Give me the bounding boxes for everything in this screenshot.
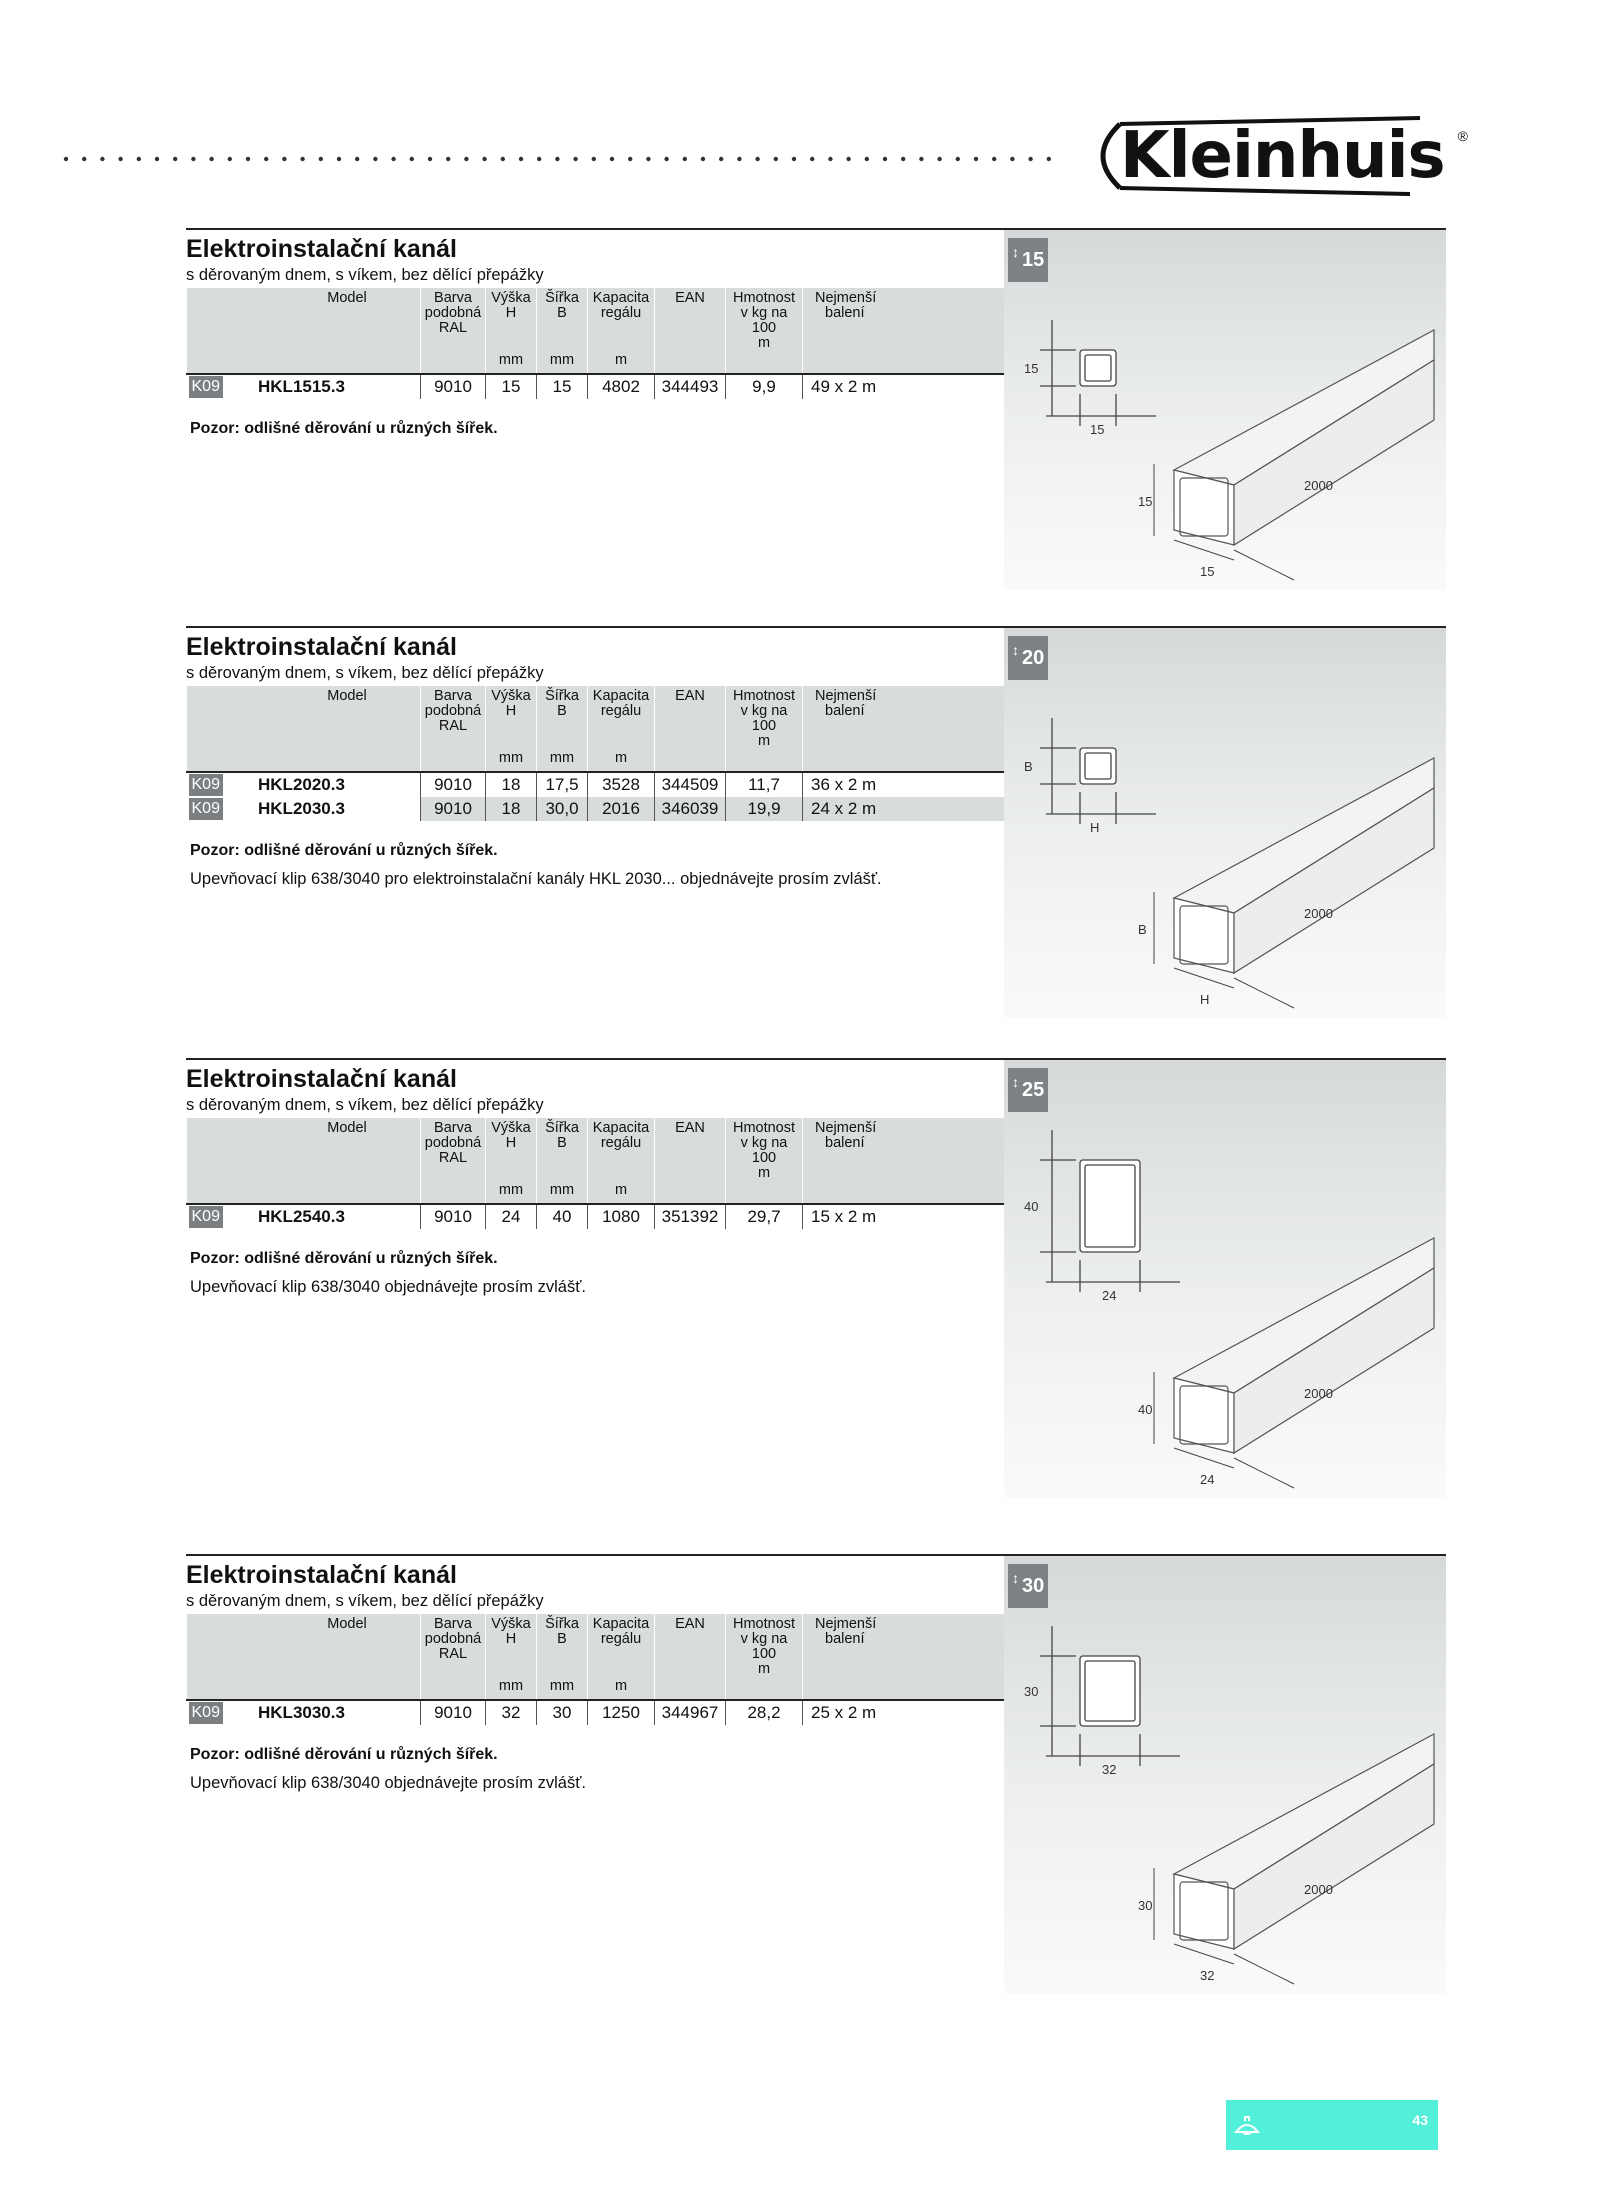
cell-hmotnost: 19,9 <box>726 797 803 821</box>
rule-dot <box>300 157 304 161</box>
rule-dot <box>774 157 778 161</box>
rule-dot <box>64 157 68 161</box>
cell-sirka: 40 <box>537 1204 588 1229</box>
cell-ean: 344967 <box>655 1700 726 1725</box>
col-kapacita: Kapacita regálu <box>588 288 655 351</box>
col-model: Model <box>187 1614 421 1677</box>
category-badge: K09 <box>187 772 255 797</box>
rule-dot <box>974 157 978 161</box>
unit-sirka: mm <box>537 1181 588 1204</box>
dim-line <box>1234 978 1294 1008</box>
iso-width-label: 24 <box>1200 1472 1215 1487</box>
model-code: HKL2030.3 <box>254 797 421 821</box>
cell-ean: 344493 <box>655 374 726 399</box>
unit-blank <box>655 351 726 374</box>
unit-kapacita: m <box>588 351 655 374</box>
height-arrow-icon: ↕ <box>1012 1570 1019 1586</box>
bell-icon <box>1232 2114 1262 2136</box>
rule-dot <box>537 157 541 161</box>
rule-dot <box>100 157 104 161</box>
rule-dot <box>592 157 596 161</box>
unit-blank <box>421 1677 486 1700</box>
size-badge: ↕ 15 <box>1008 238 1048 282</box>
col-ean: EAN <box>655 1614 726 1677</box>
cell-hmotnost: 9,9 <box>726 374 803 399</box>
rule-dot <box>446 157 450 161</box>
model-code: HKL3030.3 <box>258 1703 345 1722</box>
col-kapacita: Kapacita regálu <box>588 1614 655 1677</box>
rule-dot <box>901 157 905 161</box>
rule-dot <box>792 157 796 161</box>
iso-height-label: 30 <box>1138 1898 1153 1913</box>
front-height-label: 30 <box>1024 1684 1039 1699</box>
rule-dot <box>956 157 960 161</box>
col-vyska: Výška H <box>486 1118 537 1181</box>
unit-kapacita: m <box>588 1677 655 1700</box>
cell-sirka: 15 <box>537 374 588 399</box>
cell-barva: 9010 <box>421 797 486 821</box>
unit-sirka: mm <box>537 749 588 772</box>
col-ean: EAN <box>655 686 726 749</box>
cell-sirka: 17,5 <box>537 772 588 797</box>
rule-dot <box>683 157 687 161</box>
cell-ean: 346039 <box>655 797 726 821</box>
cell-hmotnost: 28,2 <box>726 1700 803 1725</box>
front-width-label: 15 <box>1090 422 1105 437</box>
iso-height-label: 15 <box>1138 494 1153 509</box>
brand-reg: ® <box>1457 128 1468 144</box>
cell-kapacita: 1080 <box>588 1204 655 1229</box>
channel-drawing <box>1004 230 1446 590</box>
warning-note: Pozor: odlišné děrování u různých šířek. <box>190 420 498 437</box>
unit-vyska: mm <box>486 1181 537 1204</box>
iso-width-label: H <box>1200 992 1210 1007</box>
rule-dot <box>555 157 559 161</box>
category-badge: K09 <box>187 374 255 399</box>
table-row <box>187 374 1069 399</box>
front-width-label: 32 <box>1102 1762 1117 1777</box>
product-drawing-panel <box>1004 628 1446 1018</box>
model-code: HKL2540.3 <box>258 1207 345 1226</box>
spec-table <box>186 1118 1068 1229</box>
product-drawing-panel <box>1004 1060 1446 1498</box>
section-title: Elektroinstalační kanál <box>186 235 457 263</box>
cell-kapacita: 2016 <box>588 797 655 821</box>
spec-table <box>186 288 1068 399</box>
col-barva: Barva podobná RAL <box>421 1118 486 1181</box>
col-hmotnost: Hmotnost v kg na 100 m <box>726 1614 803 1677</box>
table-row <box>187 1204 1069 1229</box>
section-subtitle: s děrovaným dnem, s víkem, bez dělící přepážky <box>186 266 544 284</box>
section-title: Elektroinstalační kanál <box>186 1561 457 1589</box>
unit-blank <box>187 351 421 374</box>
unit-sirka: mm <box>537 351 588 374</box>
channel-drawing <box>1004 628 1446 1018</box>
height-arrow-icon: ↕ <box>1012 642 1019 658</box>
col-model: Model <box>187 1118 421 1181</box>
rule-dot <box>173 157 177 161</box>
category-badge: K09 <box>187 797 255 821</box>
rule-dot <box>664 157 668 161</box>
product-drawing-panel <box>1004 1556 1446 1994</box>
front-height-label: B <box>1024 759 1033 774</box>
rule-dot <box>628 157 632 161</box>
rule-dot <box>137 157 141 161</box>
cell-sirka: 30 <box>537 1700 588 1725</box>
unit-vyska: mm <box>486 749 537 772</box>
length-label: 2000 <box>1304 478 1333 493</box>
rule-dot <box>391 157 395 161</box>
col-barva: Barva podobná RAL <box>421 1614 486 1677</box>
product-section <box>186 626 1446 1018</box>
product-section <box>186 1554 1446 1994</box>
unit-vyska: mm <box>486 351 537 374</box>
rule-dot <box>464 157 468 161</box>
unit-blank <box>726 1677 803 1700</box>
section-subtitle: s děrovaným dnem, s víkem, bez dělící přepážky <box>186 1096 544 1114</box>
channel-front-view <box>1080 1656 1140 1726</box>
cell-ean: 351392 <box>655 1204 726 1229</box>
rule-dot <box>1047 157 1051 161</box>
rule-dot <box>337 157 341 161</box>
unit-vyska: mm <box>486 1677 537 1700</box>
cell-barva: 9010 <box>421 772 486 797</box>
cell-vyska: 18 <box>486 772 537 797</box>
unit-blank <box>655 1677 726 1700</box>
col-kapacita: Kapacita regálu <box>588 1118 655 1181</box>
clip-note: Upevňovací klip 638/3040 pro elektroinstalační kanály HKL 2030... objednávejte prosím zvlášť. <box>190 870 882 888</box>
col-vyska: Výška H <box>486 1614 537 1677</box>
size-badge: ↕ 20 <box>1008 636 1048 680</box>
brand-logo <box>1080 112 1468 200</box>
cell-kapacita: 4802 <box>588 374 655 399</box>
rule-dot <box>228 157 232 161</box>
cell-balen: 36 x 2 m <box>803 772 1069 797</box>
length-label: 2000 <box>1304 1386 1333 1401</box>
section-subtitle: s děrovaným dnem, s víkem, bez dělící přepážky <box>186 664 544 682</box>
front-height-label: 15 <box>1024 361 1039 376</box>
category-badge: K09 <box>187 1204 255 1229</box>
rule-dot <box>82 157 86 161</box>
cell-balen: 24 x 2 m <box>803 797 1069 821</box>
channel-drawing <box>1004 1060 1446 1498</box>
unit-blank <box>726 749 803 772</box>
iso-height-label: B <box>1138 922 1147 937</box>
rule-dot <box>428 157 432 161</box>
cell-sirka: 30,0 <box>537 797 588 821</box>
rule-dot <box>828 157 832 161</box>
rule-dot <box>482 157 486 161</box>
rule-dot <box>1010 157 1014 161</box>
col-vyska: Výška H <box>486 686 537 749</box>
col-hmotnost: Hmotnost v kg na 100 m <box>726 288 803 351</box>
unit-blank <box>726 351 803 374</box>
col-sirka: Šířka B <box>537 288 588 351</box>
rule-dot <box>810 157 814 161</box>
clip-note: Upevňovací klip 638/3040 objednávejte prosím zvlášť. <box>190 1278 586 1296</box>
rule-dot <box>319 157 323 161</box>
cell-barva: 9010 <box>421 1204 486 1229</box>
col-balen: Nejmenší balení <box>803 1614 1069 1677</box>
col-sirka: Šířka B <box>537 1118 588 1181</box>
iso-height-label: 40 <box>1138 1402 1153 1417</box>
rule-dot <box>573 157 577 161</box>
table-row <box>187 1700 1069 1725</box>
col-barva: Barva podobná RAL <box>421 288 486 351</box>
rule-dot <box>118 157 122 161</box>
cell-vyska: 15 <box>486 374 537 399</box>
cell-balen: 49 x 2 m <box>803 374 1069 399</box>
rule-dot <box>610 157 614 161</box>
length-label: 2000 <box>1304 906 1333 921</box>
product-section <box>186 228 1446 590</box>
category-badge: K09 <box>187 1700 255 1725</box>
length-label: 2000 <box>1304 1882 1333 1897</box>
col-kapacita: Kapacita regálu <box>588 686 655 749</box>
rule-dot <box>246 157 250 161</box>
spec-table <box>186 1614 1068 1725</box>
cell-vyska: 32 <box>486 1700 537 1725</box>
rule-dot <box>846 157 850 161</box>
rule-dot <box>501 157 505 161</box>
rule-dot <box>519 157 523 161</box>
warning-note: Pozor: odlišné děrování u různých šířek. <box>190 842 498 859</box>
unit-blank <box>421 1181 486 1204</box>
col-vyska: Výška H <box>486 288 537 351</box>
section-subtitle: s děrovaným dnem, s víkem, bez dělící přepážky <box>186 1592 544 1610</box>
iso-width-label: 32 <box>1200 1968 1215 1983</box>
iso-width-label: 15 <box>1200 564 1215 579</box>
cell-kapacita: 3528 <box>588 772 655 797</box>
section-title: Elektroinstalační kanál <box>186 1065 457 1093</box>
cell-ean: 344509 <box>655 772 726 797</box>
dim-line <box>1234 1954 1294 1984</box>
rule-dot <box>883 157 887 161</box>
product-section <box>186 1058 1446 1498</box>
col-hmotnost: Hmotnost v kg na 100 m <box>726 1118 803 1181</box>
page-number: 43 <box>1412 2112 1428 2128</box>
rule-dot <box>701 157 705 161</box>
rule-dot <box>646 157 650 161</box>
unit-blank <box>187 1677 421 1700</box>
unit-blank <box>187 749 421 772</box>
size-badge: ↕ 25 <box>1008 1068 1048 1112</box>
rule-dot <box>264 157 268 161</box>
product-drawing-panel <box>1004 230 1446 590</box>
height-arrow-icon: ↕ <box>1012 244 1019 260</box>
unit-blank <box>421 749 486 772</box>
table-row <box>187 797 1069 821</box>
section-title: Elektroinstalační kanál <box>186 633 457 661</box>
col-balen: Nejmenší balení <box>803 288 1069 351</box>
unit-blank <box>655 749 726 772</box>
cell-vyska: 24 <box>486 1204 537 1229</box>
rule-dot <box>209 157 213 161</box>
front-width-label: H <box>1090 820 1100 835</box>
col-sirka: Šířka B <box>537 1614 588 1677</box>
rule-dot <box>410 157 414 161</box>
col-model: Model <box>187 686 421 749</box>
cell-barva: 9010 <box>421 374 486 399</box>
model-code: HKL2020.3 <box>258 775 345 794</box>
rule-dot <box>937 157 941 161</box>
rule-dot <box>865 157 869 161</box>
rule-dot <box>992 157 996 161</box>
cell-kapacita: 1250 <box>588 1700 655 1725</box>
col-ean: EAN <box>655 288 726 351</box>
unit-kapacita: m <box>588 1181 655 1204</box>
unit-sirka: mm <box>537 1677 588 1700</box>
cell-vyska: 18 <box>486 797 537 821</box>
col-ean: EAN <box>655 1118 726 1181</box>
dim-line <box>1234 550 1294 580</box>
rule-dot <box>355 157 359 161</box>
front-height-label: 40 <box>1024 1199 1039 1214</box>
rule-dot <box>755 157 759 161</box>
front-width-label: 24 <box>1102 1288 1117 1303</box>
channel-drawing <box>1004 1556 1446 1994</box>
rule-dot <box>719 157 723 161</box>
spec-table <box>186 686 1068 821</box>
cell-hmotnost: 11,7 <box>726 772 803 797</box>
cell-balen: 25 x 2 m <box>803 1700 1069 1725</box>
page-footer <box>1226 2100 1438 2150</box>
rule-dot <box>282 157 286 161</box>
height-arrow-icon: ↕ <box>1012 1074 1019 1090</box>
model-code: HKL1515.3 <box>258 377 345 396</box>
cell-barva: 9010 <box>421 1700 486 1725</box>
unit-blank <box>421 351 486 374</box>
unit-kapacita: m <box>588 749 655 772</box>
warning-note: Pozor: odlišné děrování u různých šířek. <box>190 1746 498 1763</box>
col-balen: Nejmenší balení <box>803 1118 1069 1181</box>
col-model: Model <box>187 288 421 351</box>
clip-note: Upevňovací klip 638/3040 objednávejte prosím zvlášť. <box>190 1774 586 1792</box>
rule-dot <box>373 157 377 161</box>
col-barva: Barva podobná RAL <box>421 686 486 749</box>
cell-hmotnost: 29,7 <box>726 1204 803 1229</box>
col-sirka: Šířka B <box>537 686 588 749</box>
channel-front-view <box>1080 1160 1140 1252</box>
dotted-rule <box>62 150 1062 168</box>
unit-blank <box>187 1181 421 1204</box>
unit-blank <box>726 1181 803 1204</box>
col-balen: Nejmenší balení <box>803 686 1069 749</box>
col-hmotnost: Hmotnost v kg na 100 m <box>726 686 803 749</box>
rule-dot <box>737 157 741 161</box>
cell-balen: 15 x 2 m <box>803 1204 1069 1229</box>
size-badge: ↕ 30 <box>1008 1564 1048 1608</box>
rule-dot <box>155 157 159 161</box>
rule-dot <box>919 157 923 161</box>
rule-dot <box>1028 157 1032 161</box>
warning-note: Pozor: odlišné děrování u různých šířek. <box>190 1250 498 1267</box>
unit-blank <box>655 1181 726 1204</box>
dim-line <box>1234 1458 1294 1488</box>
brand-name: Kleinhuis <box>1120 119 1445 193</box>
table-row <box>187 772 1069 797</box>
rule-dot <box>191 157 195 161</box>
